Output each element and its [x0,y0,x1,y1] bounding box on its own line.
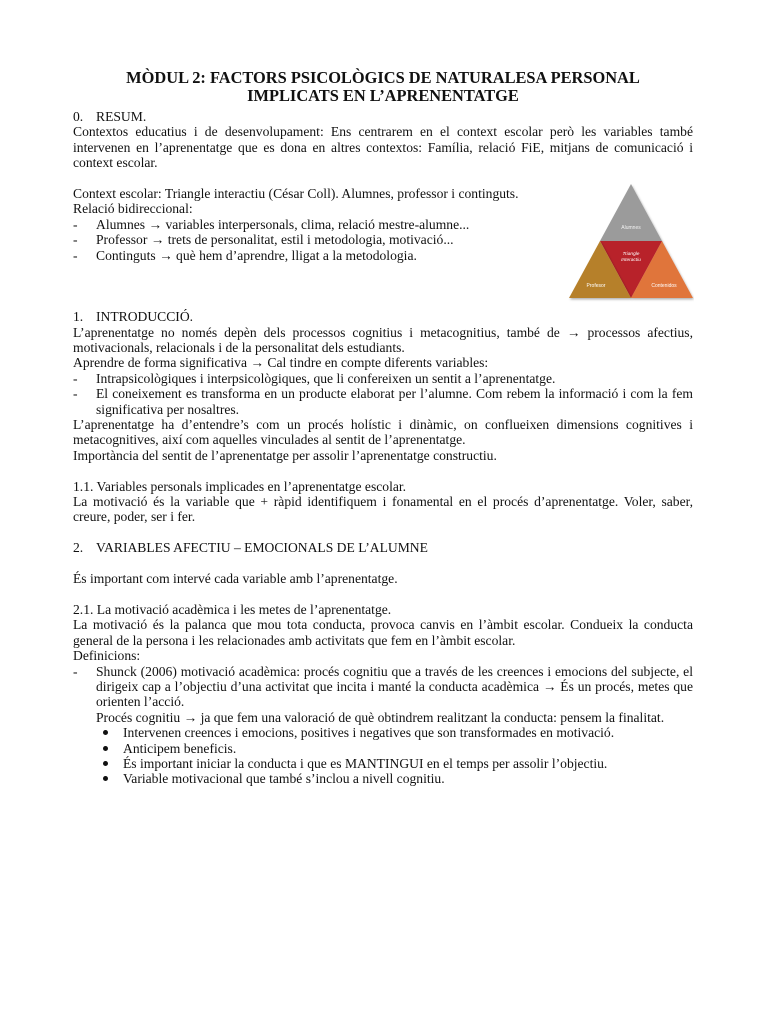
section-1-paragraph: Aprendre de forma significativa → Cal tindre en compte diferents variables: [73,355,489,371]
context-line: Context escolar: Triangle interactiu (César Coll). Alumnes, professor i continguts. [73,186,519,202]
title-line-2: IMPLICATS EN L’APRENENTATGE [247,86,519,105]
process-line: Procés cognitiu → ja que fem una valoració de què obtindrem realitzant la conducta: pensem la finalitat. [96,709,665,725]
list-item: - Professor → trets de personalitat, estil i metodologia, motivació... [73,232,693,247]
triangle-label-center: Interactiu [621,258,641,263]
bullet-item: És important iniciar la conducta i que es MANTINGUI en el temps per assolir l’objectiu. [73,756,693,771]
definition-item: - Shunck (2006) motivació acadèmica: procés cognitiu que a través de les creences i emocions del subjecte, el dirigeix cap a l’objectiu d’una activitat que incita i manté la conducta acadèmica → És un procés, metes que orienten l’acció. [73,664,693,710]
section-1-paragraph: Importància del sentit de l’aprenentatge per assolir l’aprenentatge constructiu. [73,447,497,463]
bullet-item: Intervenen creences i emocions, positives i negatives que son transformades en motivació. [73,725,693,740]
triangle-label-center: Triangle [622,252,640,257]
triangle-label-top: Alumnes [621,225,641,231]
interactive-triangle-diagram [568,182,694,302]
definitions-label: Definicions: [73,648,141,664]
section-1-paragraph: L’aprenentatge no només depèn dels processos cognitius i metacognitius, també de → processos afectius, motivacionals, relacionals i de la personalitat dels estudiants. [73,324,693,356]
section-1-paragraph: L’aprenentatge ha d’entendre’s com un procés holístic i dinàmic, on conflueixen dimensions cognitives i metacognitives, així com aquelles vinculades al sentit de l’aprenentatge. [73,417,693,448]
section-2-heading: 2. VARIABLES AFECTIU – EMOCIONALS DE L’ALUMNE [73,540,428,556]
section-2-paragraph: És important com intervé cada variable amb l’aprenentatge. [73,571,398,587]
subsection-1-1-heading: 1.1. Variables personals implicades en l’aprenentatge escolar. [73,478,407,494]
list-item: - Continguts → què hem d’aprendre, lligat a la metodologia. [73,248,693,263]
list-item: - El coneixement es transforma en un producte elaborat per l’alumne. Com rebem la informació i com la fem significativa per nosaltres. [73,386,693,417]
section-0-heading: 0. RESUM. [73,109,147,124]
relation-line: Relació bidireccional: [73,201,193,217]
section-1-paragraph: La motivació és la variable que + ràpid identifiquem i fonamental en el procés d’aprenentatge. Voler, saber, creure, poder, ser i fer. [73,494,693,525]
triangle-top-segment [600,184,662,241]
section-0-paragraph: Contextos educatius i de desenvolupament: Ens centrarem en el context escolar però les variables també intervenen en l’aprenentatge que es dona en altres contextos: Família, relació FiE, mitjans de comunicació i context escolar. [73,124,693,171]
section-1-heading: 1. INTRODUCCIÓ. [73,309,194,325]
list-item: - Alumnes → variables interpersonals, clima, relació mestre-alumne... [73,217,693,232]
triangle-label-right: Contenidos [651,283,677,289]
triangle-label-left: Profesor [586,283,606,289]
subsection-2-1-heading: 2.1. La motivació acadèmica i les metes de l’aprenentatge. [73,601,392,617]
list-item: - Intrapsicològiques i interpsicològiques, que li confereixen un sentit a l’aprenentatge. [73,371,693,386]
document-content [73,69,693,787]
document-title [73,69,693,105]
bullet-item: Anticipem beneficis. [73,741,693,756]
title-line-1: MÒDUL 2: FACTORS PSICOLÒGICS DE NATURALESA PERSONAL [126,68,640,87]
section-2-paragraph: La motivació és la palanca que mou tota conducta, provoca canvis en l’àmbit escolar. Condueix la conducta general de la persona i les relacionades amb activitats que fem en l’àmbit escolar. [73,617,693,648]
bullet-item: Variable motivacional que també s’inclou a nivell cognitiu. [73,771,693,786]
